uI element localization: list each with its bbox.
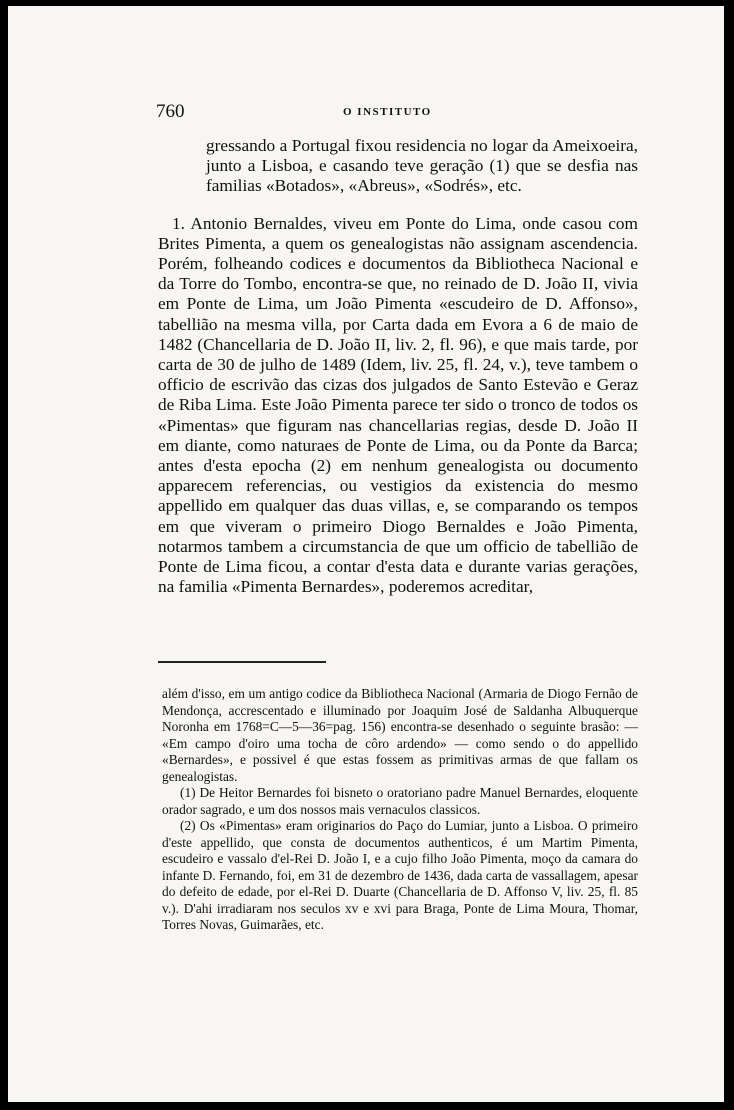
page-header	[156, 101, 636, 125]
paragraph-1: 1. Antonio Bernaldes, viveu em Ponte do Lima, onde casou com Brites Pimenta, a quem os genealogistas não assignam ascendencia. Porém, folheando codices e documentos da Bibliotheca Nacional e da Torre do Tombo, encontra-se que, no reinado de D. João II, vivia em Ponte de Lima, um João Pimenta «escudeiro de D. Affonso», tabellião na mesma villa, por Carta dada em Evora a 6 de maio de 1482 (Chancellaria de D. João II, liv. 2, fl. 96), e que mais tarde, por carta de 30 de julho de 1489 (Idem, liv. 25, fl. 24, v.), teve tambem o officio de escrivão das cizas dos julgados de Santo Estevão e Geraz de Riba Lima. Este João Pimenta parece ter sido o tronco de todos os «Pimentas» que figuram nas chancellarias regias, desde D. João II em diante, como naturaes de Ponte de Lima, ou da Ponte da Barca; antes d'esta epocha (2) em nenhum genealogista ou documento apparecem referencias, ou vestigios da existencia do mesmo appellido em qualquer das duas villas, e, se comparando os tempos em que viveram o primeiro Diogo Bernaldes e João Pimenta, notarmos tambem a circumstancia de que um officio de tabellião de Ponte de Lima ficou, a contar d'esta data e durante varias gerações, na familia «Pimenta Bernardes», poderemos acreditar,	[158, 213, 638, 597]
footnote-continuation: além d'isso, em um antigo codice da Bibliotheca Nacional (Armaria de Diogo Fernão de Mendonça, accrescentado e illuminado por Joaquim José de Saldanha Albuquerque Noronha em 1768=C—5—36=pag. 156) encontra-se desenhado o seguinte brasão: — «Em campo d'oiro uma tocha de côro ardendo» — como sendo o do appellido «Bernardes», e possivel é que estas fossem as primitivas armas de que fallam os genealogistas.	[162, 686, 638, 784]
footnote-1: (1) De Heitor Bernardes foi bisneto o oratoriano padre Manuel Bernardes, eloquente orador sagrado, e um dos nossos mais vernaculos classicos.	[162, 785, 638, 817]
book-page	[8, 6, 724, 1102]
footnote-divider	[158, 661, 326, 663]
footnote-2: (2) Os «Pimentas» eram originarios do Paço do Lumiar, junto a Lisboa. O primeiro d'este appellido, que consta de documentos authenticos, é um Martim Pimenta, escudeiro e vassalo d'el-Rei D. João I, e a cujo filho João Pimenta, moço da camara do infante D. Fernando, foi, em 31 de dezembro de 1436, dada carta de vassallagem, apesar do defeito de edade, por el-Rei D. Duarte (Chancellaria de D. Affonso V, liv. 25, fl. 85 v.). D'ahi irradiaram nos seculos xv e xvi para Braga, Ponte de Lima Moura, Thomar, Torres Novas, Guimarães, etc.	[162, 818, 638, 932]
footnotes	[162, 686, 638, 934]
main-text	[158, 136, 638, 597]
page-number: 760	[156, 101, 185, 122]
continuation-paragraph: gressando a Portugal fixou residencia no logar da Ameixoeira, junto a Lisboa, e casando teve geração (1) que se desfia nas familias «Botados», «Abreus», «Sodrés», etc.	[206, 136, 638, 196]
running-title: O INSTITUTO	[343, 106, 432, 118]
